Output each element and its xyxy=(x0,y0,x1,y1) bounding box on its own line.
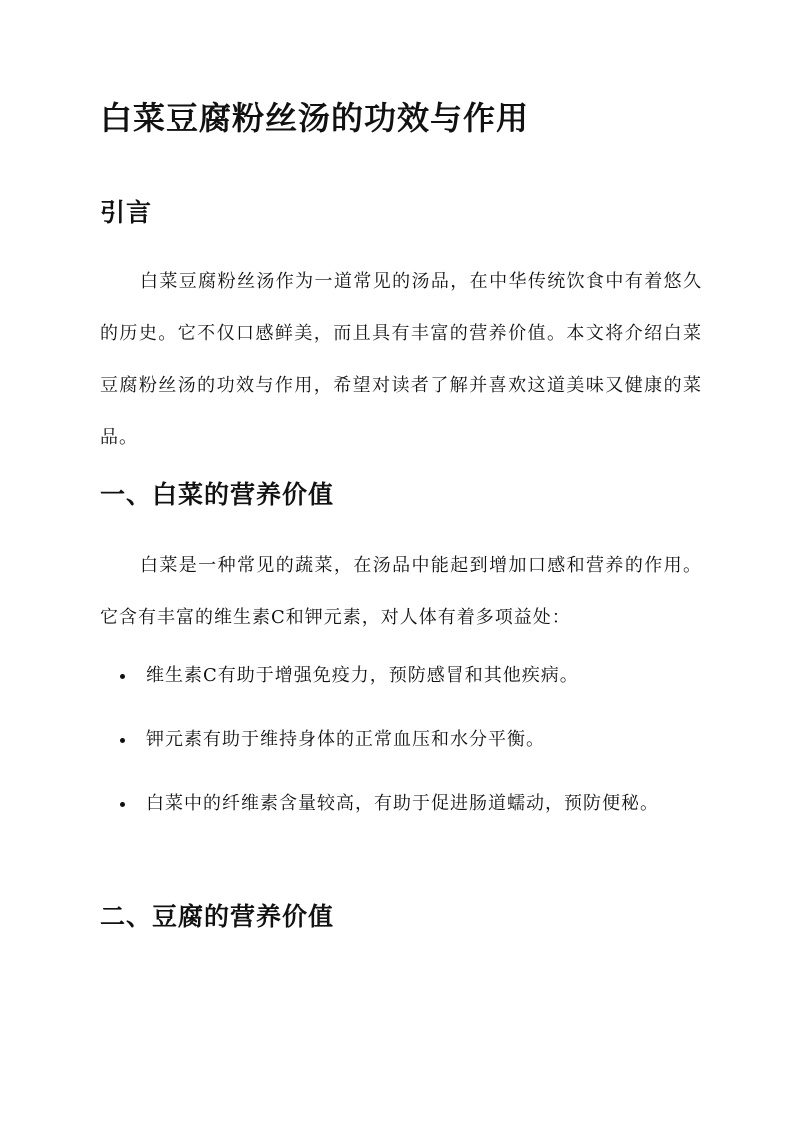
bullet-icon xyxy=(120,802,125,807)
section-1-paragraph: 白菜是一种常见的蔬菜，在汤品中能起到增加口感和营养的作用。它含有丰富的维生素C和钾元素，对人体有着多项益处： xyxy=(100,555,702,628)
list-item-text: 白菜中的纤维素含量较高，有助于促进肠道蠕动，预防便秘。 xyxy=(146,793,659,814)
section-1-bullet-list xyxy=(100,650,702,842)
section-2-heading: 二、豆腐的营养价值 xyxy=(100,902,335,931)
list-item-text: 钾元素有助于维持身体的正常血压和水分平衡。 xyxy=(146,729,545,750)
intro-paragraph: 白菜豆腐粉丝汤作为一道常见的汤品，在中华传统饮食中有着悠久的历史。它不仅口感鲜美，而且具有丰富的营养价值。本文将介绍白菜豆腐粉丝汤的功效与作用，希望对读者了解并喜欢这道美味又健康的菜品。 xyxy=(100,271,702,448)
bullet-icon xyxy=(120,674,125,679)
section-1-heading: 一、白菜的营养价值 xyxy=(100,480,335,509)
list-item-text: 维生素C有助于增强免疫力，预防感冒和其他疾病。 xyxy=(146,665,579,686)
list-item xyxy=(100,714,702,766)
list-item xyxy=(100,778,702,830)
list-item xyxy=(100,650,702,702)
bullet-icon xyxy=(120,738,125,743)
intro-heading: 引言 xyxy=(100,198,153,227)
document-title: 白菜豆腐粉丝汤的功效与作用 xyxy=(100,99,530,137)
